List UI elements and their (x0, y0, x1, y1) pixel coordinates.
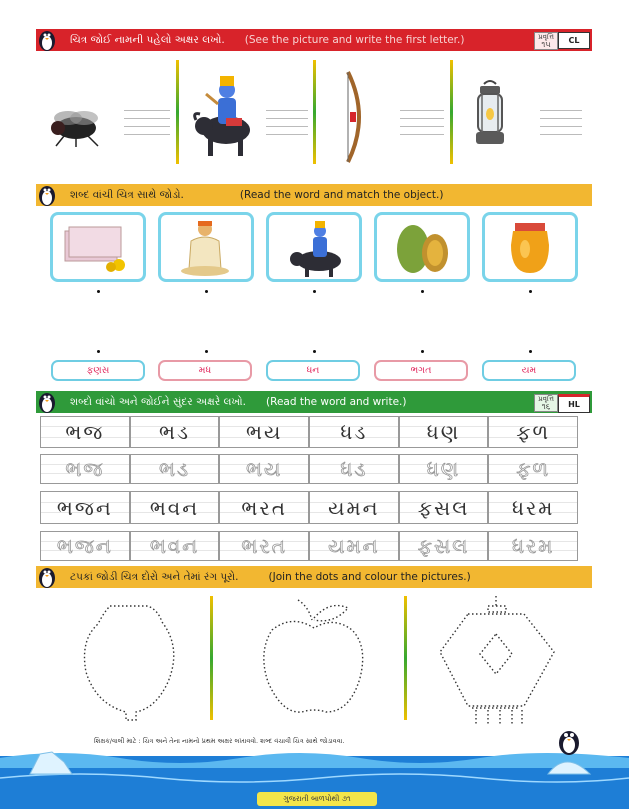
word-cell (488, 491, 578, 524)
dotted-mango-shape[interactable] (76, 600, 186, 724)
yama-on-buffalo-image (192, 64, 256, 158)
section1-heading: ચિત્ર જોઈ નામની પહેલો અક્ષર લખો. (70, 33, 225, 46)
penguin-icon (36, 181, 58, 207)
divider (210, 596, 213, 720)
trace-text: ધડ (340, 457, 368, 481)
penguin-icon (36, 388, 58, 414)
word-pill[interactable]: મધ (158, 360, 252, 381)
honey-jar-image (485, 215, 575, 279)
word-cell (130, 416, 220, 448)
match-dot[interactable] (529, 290, 532, 293)
section4-english: (Join the dots and colour the pictures.) (268, 571, 471, 583)
trace-cell[interactable] (130, 531, 220, 561)
trace-text: ભરત (241, 534, 287, 558)
section2-english: (Read the word and match the object.) (239, 189, 444, 201)
section3-header (36, 391, 592, 413)
trace-cell[interactable] (488, 531, 578, 561)
word-text: ધરમ (511, 495, 555, 520)
activity-badge (534, 32, 558, 50)
dotted-apple-shape[interactable] (258, 596, 370, 718)
picture-card-jackfruit[interactable] (374, 212, 470, 282)
trace-cell[interactable] (219, 531, 309, 561)
word-pill[interactable]: ફણસ (51, 360, 145, 381)
trace-cell[interactable] (219, 454, 309, 484)
dotted-lantern-shape[interactable] (436, 594, 560, 728)
section4-header (36, 566, 592, 588)
code-label: HL (558, 394, 590, 413)
picture-card-yama[interactable] (266, 212, 362, 282)
trace-cell[interactable] (309, 454, 399, 484)
badge-number: ૧૫ (541, 40, 551, 49)
trace-cell[interactable] (399, 531, 489, 561)
section3-heading: શબ્દો વાંચો અને જોઈને સુંદર અક્ષરે લખો. (70, 395, 247, 408)
saint-image (161, 215, 251, 279)
word-text: ભરત (241, 495, 287, 520)
word-cell (219, 491, 309, 524)
word-cell (309, 416, 399, 448)
trace-text: ફળ (516, 457, 551, 481)
match-dot[interactable] (529, 350, 532, 353)
match-dot[interactable] (313, 290, 316, 293)
section2-header (36, 184, 592, 206)
writing-lines[interactable] (266, 110, 308, 142)
word-cell (40, 416, 130, 448)
match-dot[interactable] (421, 350, 424, 353)
divider (404, 596, 407, 720)
trace-text: ભજ (65, 457, 105, 481)
word-cell (40, 491, 130, 524)
trace-cell[interactable] (309, 531, 399, 561)
trace-cell[interactable] (488, 454, 578, 484)
trace-text: ભય (245, 457, 283, 481)
match-dot[interactable] (205, 290, 208, 293)
match-dot[interactable] (97, 350, 100, 353)
trace-text: ભવન (149, 534, 200, 558)
yama-on-buffalo-image (269, 215, 359, 279)
word-pill[interactable]: યમ (482, 360, 576, 381)
writing-lines[interactable] (540, 110, 582, 142)
word-cell (219, 416, 309, 448)
word-text: ભય (245, 420, 283, 444)
word-text: ભડ (159, 420, 190, 444)
writing-lines[interactable] (124, 110, 170, 142)
trace-text: ભજન (56, 534, 113, 558)
picture-card-honey[interactable] (482, 212, 578, 282)
trace-row-2 (40, 531, 578, 561)
match-dot[interactable] (97, 290, 100, 293)
picture-card-saint[interactable] (158, 212, 254, 282)
jackfruit-image (377, 215, 467, 279)
badge-label: પ્રવૃત્તિ (538, 395, 554, 403)
trace-row-1 (40, 454, 578, 484)
word-row-1 (40, 416, 578, 448)
word-cell (130, 491, 220, 524)
word-cell (488, 416, 578, 448)
badge-label: પ્રવૃત્તિ (538, 33, 554, 41)
trace-cell[interactable] (40, 454, 130, 484)
match-dot[interactable] (421, 290, 424, 293)
picture-card-money[interactable] (50, 212, 146, 282)
word-cell (399, 491, 489, 524)
activity-badge (534, 394, 558, 412)
word-text: ભજ (65, 420, 105, 444)
bow-image (336, 70, 368, 164)
word-row-2 (40, 491, 578, 524)
trace-text: યમન (328, 534, 380, 558)
trace-text: ધણ (426, 457, 461, 481)
word-pill[interactable]: ભગત (374, 360, 468, 381)
trace-cell[interactable] (399, 454, 489, 484)
penguin-icon (556, 725, 582, 755)
trace-text: ધરમ (511, 534, 555, 558)
penguin-icon (36, 563, 58, 589)
word-text: યમન (328, 495, 380, 520)
word-text: ફળ (516, 420, 551, 444)
section4-heading: ટપકાં જોડી ચિત્ર દોરો અને તેમાં રંગ પૂરો. (70, 570, 239, 583)
word-text: ધડ (340, 420, 368, 444)
divider (313, 60, 316, 164)
match-dot[interactable] (313, 350, 316, 353)
word-cell (309, 491, 399, 524)
penguin-icon (36, 26, 58, 52)
trace-text: ફસલ (417, 534, 470, 558)
divider (450, 60, 453, 164)
badge-number: ૧૬ (541, 402, 551, 411)
section2-heading: શબ્દ વાંચી ચિત્ર સાથે જોડો. (70, 188, 184, 201)
writing-lines[interactable] (400, 110, 444, 142)
page-label: ગુજરાતી બાળપોથી (283, 794, 340, 803)
teacher-note: શિક્ષક/વાલી માટે : ચિત્ર અને તેના નામનો પ્રથમ અક્ષર લખાવવો. શબ્દ વંચાવી ચિત્ર સાથે જોડાવવા. (94, 737, 345, 745)
trace-cell[interactable] (130, 454, 220, 484)
section1-english: (See the picture and write the first letter.) (244, 34, 465, 46)
trace-cell[interactable] (40, 531, 130, 561)
housefly-image (46, 104, 108, 148)
lantern-image (472, 78, 508, 150)
word-text: ભજન (56, 495, 113, 520)
word-text: ભવન (149, 495, 200, 520)
page-number: ૭૧ (341, 794, 351, 803)
section1-header (36, 29, 592, 51)
code-label: CL (558, 32, 590, 49)
word-text: ધણ (426, 420, 461, 444)
match-dot[interactable] (205, 350, 208, 353)
word-cell (399, 416, 489, 448)
word-pill[interactable]: ધન (266, 360, 360, 381)
divider (176, 60, 179, 164)
word-text: ફસલ (417, 495, 470, 520)
page-number-tab (257, 792, 377, 806)
trace-text: ભડ (159, 457, 190, 481)
section3-english: (Read the word and write.) (266, 396, 407, 408)
money-image (53, 215, 143, 279)
